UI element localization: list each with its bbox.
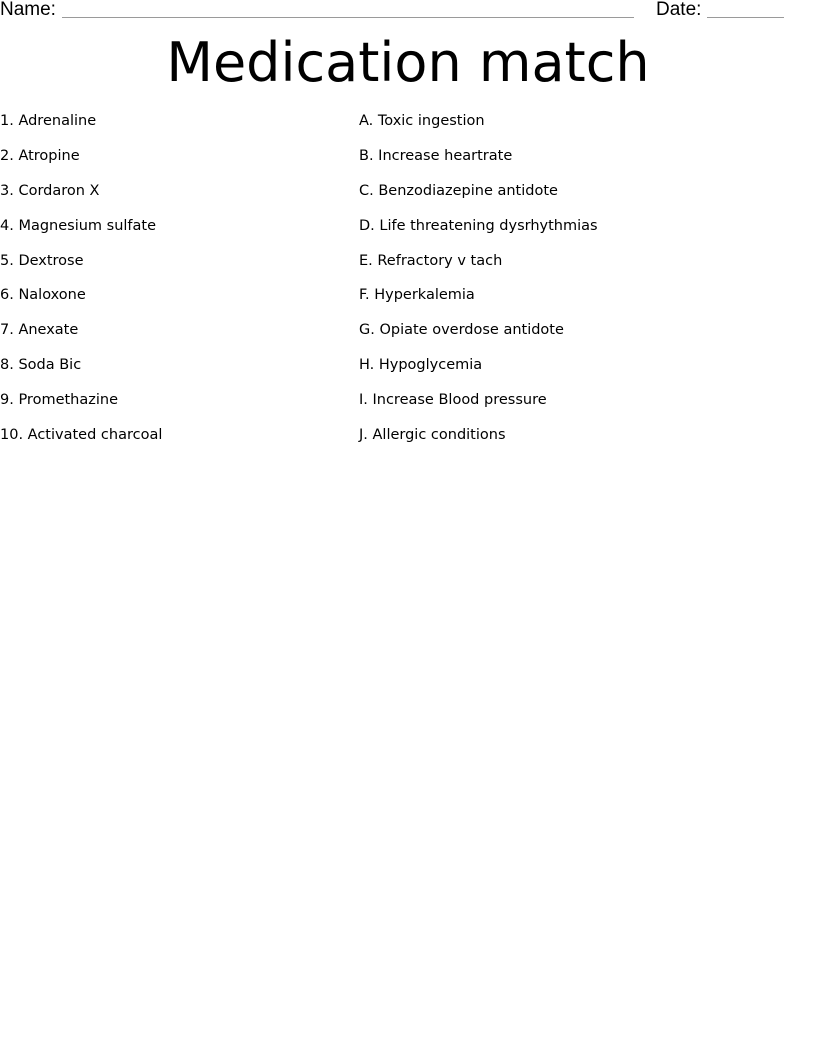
medication-item: 8. Soda Bic — [0, 357, 82, 374]
date-label: Date: — [656, 0, 702, 20]
medication-item: 1. Adrenaline — [0, 113, 97, 129]
header-row — [0, 0, 816, 24]
medication-item: 2. Atropine — [0, 147, 80, 164]
medication-item: 5. Dextrose — [0, 252, 84, 269]
use-item: J. Allergic conditions — [359, 427, 506, 444]
medication-item: 10. Activated charcoal — [0, 427, 163, 444]
medication-item: 4. Magnesium sulfate — [0, 217, 157, 234]
name-field[interactable] — [62, 17, 634, 18]
use-item: B. Increase heartrate — [359, 147, 513, 164]
use-item: A. Toxic ingestion — [359, 113, 485, 129]
medication-list — [0, 112, 340, 461]
medication-item: 3. Cordaron X — [0, 182, 100, 199]
use-item: C. Benzodiazepine antidote — [359, 182, 558, 199]
use-item: G. Opiate overdose antidote — [359, 322, 564, 339]
use-list — [359, 112, 779, 461]
name-label: Name: — [0, 0, 56, 20]
medication-item: 7. Anexate — [0, 322, 79, 339]
use-item: F. Hyperkalemia — [359, 287, 475, 304]
use-item: H. Hypoglycemia — [359, 357, 483, 374]
page-title: Medication match — [166, 31, 650, 94]
medication-item: 6. Naloxone — [0, 287, 86, 304]
use-item: I. Increase Blood pressure — [359, 392, 547, 409]
use-item: D. Life threatening dysrhythmias — [359, 217, 598, 234]
use-item: E. Refractory v tach — [359, 252, 503, 269]
date-field[interactable] — [707, 17, 784, 18]
medication-item: 9. Promethazine — [0, 392, 119, 409]
